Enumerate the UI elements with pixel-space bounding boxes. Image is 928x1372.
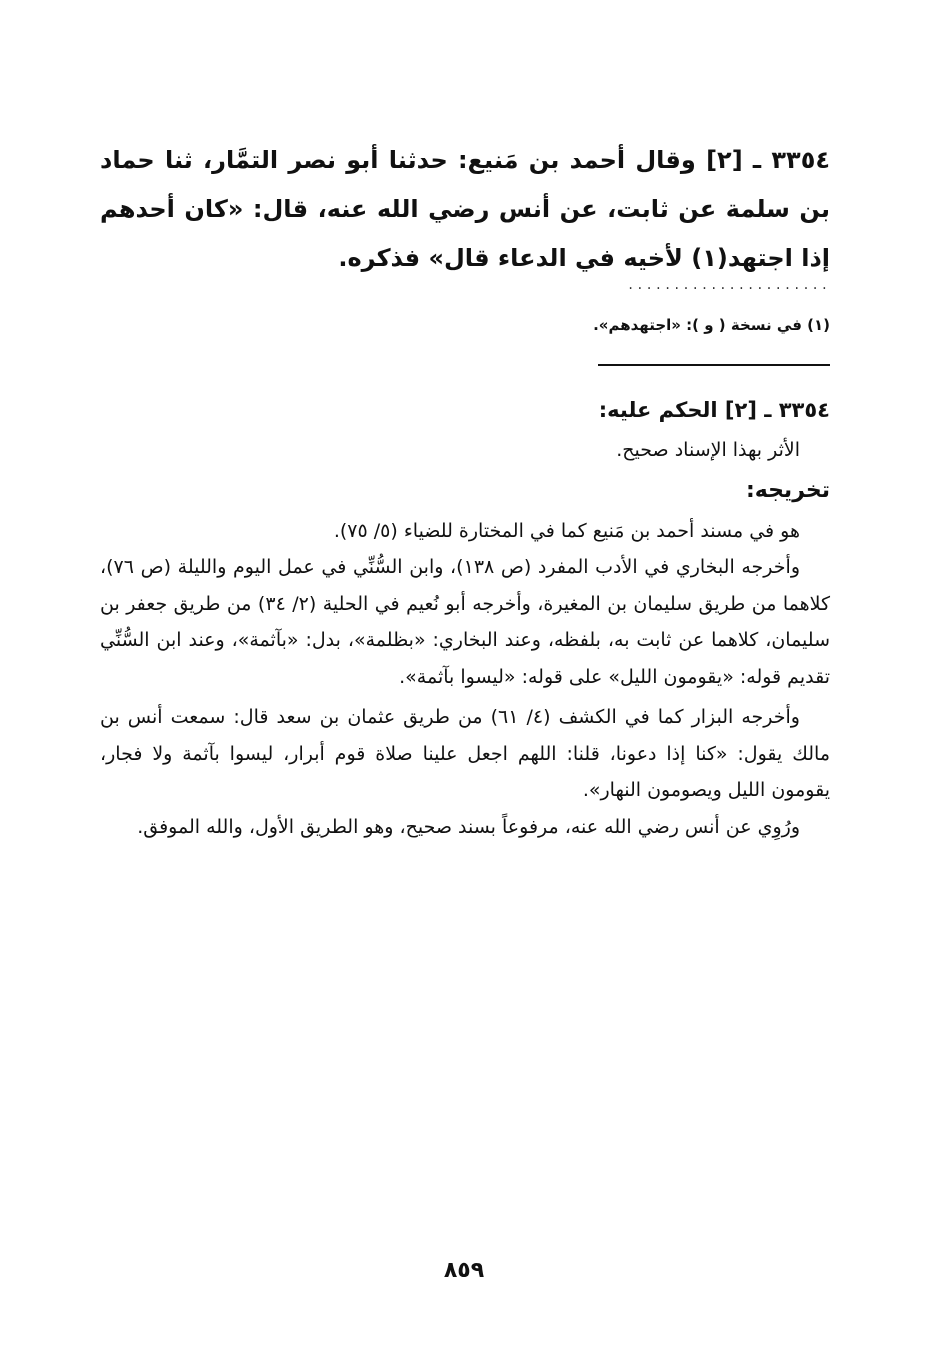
takhrij-paragraph-3: وأخرجه البزار كما في الكشف (٤/ ٦١) من طريق عثمان بن سعد قال: سمعت أنس بن مالك يقول: «كنا إذا دعونا، قلنا: اللهم اجعل علينا صلاة قوم أبرار، ليسوا بآثمة ولا فجار، يقومون الليل ويصومون النهار». — [100, 706, 830, 801]
takhrij-heading: تخريجه: — [745, 477, 830, 503]
commentary-section — [100, 388, 830, 845]
page-number: ٨٥٩ — [443, 1258, 485, 1283]
takhrij-paragraph-4: ورُوِي عن أنس رضي الله عنه، مرفوعاً بسند صحيح، وهو الطريق الأول، والله الموفق. — [137, 815, 800, 838]
main-hadith-text: ٣٣٥٤ ـ [٢] وقال أحمد بن مَنيع: حدثنا أبو نصر التمَّار، ثنا حماد بن سلمة عن ثابت، عن أنس رضي الله عنه، قال: «كان أحدهم إذا اجتهد(١) لأخيه في الدعاء قال» فذكره. — [100, 146, 830, 272]
section-divider-rule — [598, 364, 830, 366]
ruling-text: الأثر بهذا الإسناد صحيح. — [616, 439, 800, 461]
ruling-heading: ٣٣٥٤ ـ [٢] الحكم عليه: — [598, 398, 830, 422]
takhrij-paragraph-1: هو في مسند أحمد بن مَنيع كما في المختارة للضياء (٥/ ٧٥). — [333, 519, 800, 542]
takhrij-paragraph-2: وأخرجه البخاري في الأدب المفرد (ص ١٣٨)، وابن السُّنِّي في عمل اليوم والليلة (ص ٧٦)، كلاهما من طريق سليمان بن المغيرة، وأخرجه أبو نُعيم في الحلية (٢/ ٣٤) من طريق جعفر بن سليمان، كلاهما عن ثابت به، بلفظه، وعند البخاري: «بظلمة»، بدل: «بآثمة»، وعند ابن السُّنِّي تقديم قوله: «يقومون الليل» على قوله: «ليسوا بآثمة». — [100, 556, 830, 688]
footnote-1: (١) في نسخة ( و ): «اجتهدهم». — [593, 316, 830, 334]
footnote-separator-dots: ...................... — [627, 278, 830, 292]
